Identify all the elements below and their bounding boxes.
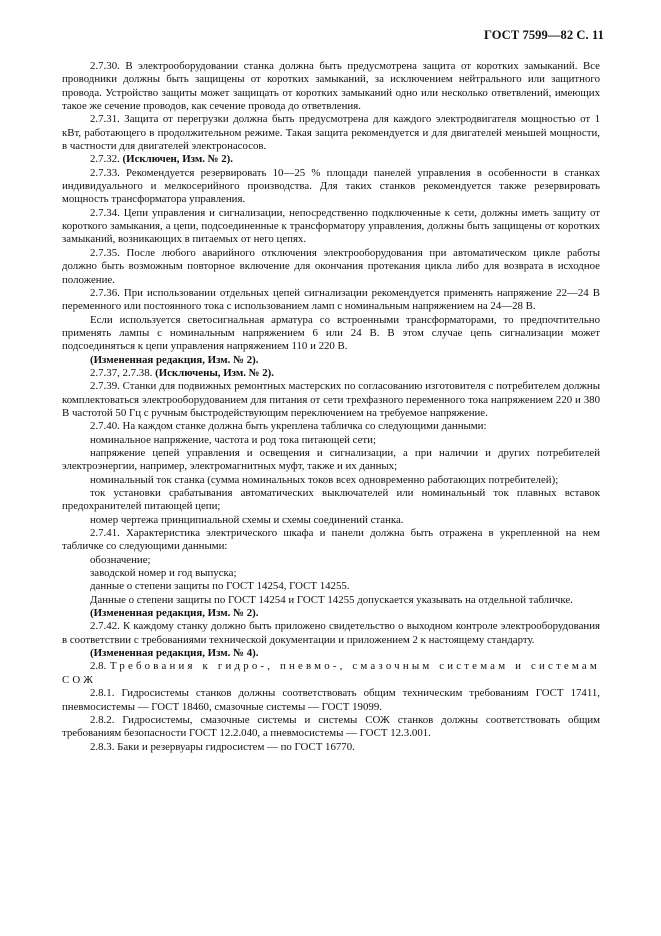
clause-2-7-41: 2.7.41. Характеристика электрического шкафа и панели должна быть отражена в укрепленной на нем табличке со следующими данными: [62, 527, 600, 553]
list-item: заводской номер и год выпуска; [90, 567, 237, 580]
list-item: напряжение цепей управления и освещения и сигнализации, а при наличии и других потребителей электроэнергии, например, электромагнитных муфт, также и их данных; [62, 446, 600, 473]
clause-number: 2.7.37, 2.7.38. [90, 366, 153, 379]
clause-2-7-40: 2.7.40. На каждом станке должна быть укреплена табличка со следующими данными: [90, 420, 487, 433]
amendment-note: (Измененная редакция, Изм. № 2). [90, 607, 259, 620]
list-item: данные о степени защиты по ГОСТ 14254, ГОСТ 14255. [90, 580, 350, 593]
clause-2-7-41-note: Данные о степени защиты по ГОСТ 14254 и ГОСТ 14255 допускается указывать на отдельной табличке. [90, 593, 573, 606]
amendment-note: (Измененная редакция, Изм. № 4). [90, 647, 259, 660]
amendment-note: (Исключен, Изм. № 2). [122, 153, 234, 166]
clause-number: 2.7.32. [90, 153, 120, 166]
clause-2-7-42: 2.7.42. К каждому станку должно быть приложено свидетельство о выходном контроле электрооборудования в соответствии с требованиями технической документации и приложением 2 к настоящему стандарту. [62, 620, 600, 646]
clause-2-7-35: 2.7.35. После любого аварийного отключения электрооборудования при автоматическом цикле работы должно быть возможным повторное включение для окончания протекания цикла либо для возврата в исходное положение. [62, 246, 600, 286]
clause-2-7-31: 2.7.31. Защита от перегрузки должна быть предусмотрена для каждого электродвигателя мощностью от 1 кВт, работающего в продолжительном режиме. Такая защита рекомендуется и для двигателей меньшей мощности, в частности для двигателей электронасосов. [62, 113, 600, 153]
page-header: ГОСТ 7599—82 С. 11 [483, 28, 604, 42]
list-item: номинальный ток станка (сумма номинальных токов всех одновременно работающих потребителей); [90, 473, 559, 486]
amendment-note: (Исключены, Изм. № 2). [155, 366, 275, 379]
clause-2-7-30: 2.7.30. В электрооборудовании станка должна быть предусмотрена защита от коротких замыканий. Все проводники должны быть защищены от коротких замыканий, за исключением нейтрального или защитного провода. Устройство защиты может защищать от коротких замыканий одно или несколько ответвлений, имеющих такое же сечение проводов, как сечение провода до ответвления. [62, 60, 600, 113]
section-title: Требования к гидро-, пневмо-, смазочным системам и системам СОЖ [62, 660, 600, 686]
section-2-8-heading [62, 660, 600, 687]
clause-2-7-39: 2.7.39. Станки для подвижных ремонтных мастерских по согласованию изготовителя с потребителем должны комплектоваться электрооборудованием для питания от сети трехфазного переменного тока напряжением 220 и 380 В частотой 50 Гц с ручным быстродействующим переключением на требуемое напряжение. [62, 380, 600, 419]
clause-2-8-2: 2.8.2. Гидросистемы, смазочные системы и системы СОЖ станков должны соответствовать общим требованиям безопасности ГОСТ 12.2.040, а пневмосистемы — ГОСТ 12.3.001. [62, 713, 600, 740]
clause-2-8-1: 2.8.1. Гидросистемы станков должны соответствовать общим техническим требованиям ГОСТ 17411, пневмосистемы — ГОСТ 18460, смазочные системы — ГОСТ 19099. [62, 687, 600, 713]
document-body [62, 60, 600, 754]
list-item: ток установки срабатывания автоматических выключателей или номинальный ток плавных вставок предохранителей питающей цепи; [62, 487, 600, 513]
clause-2-7-36-continued: Если используется светосигнальная арматура со встроенными трансформаторами, то предпочтительно применять лампы с номинальным напряжением 6 или 24 В. В этом случае цепь сигнализации может подсоединяться к цепи управления напряжением 110 и 220 В. [62, 313, 600, 353]
clause-2-7-36: 2.7.36. При использовании отдельных цепей сигнализации рекомендуется применять напряжение 22—24 В переменного или постоянного тока с использованием ламп с номинальным напряжением на 24—28 В. [62, 286, 600, 313]
list-item: номер чертежа принципиальной схемы и схемы соединений станка. [90, 513, 404, 526]
clause-2-7-33: 2.7.33. Рекомендуется резервировать 10—25 % площади панелей управления в особенности в станках индивидуального и мелкосерийного производства. Для таких станков рекомендуется также резервировать мощность трансформатора управления. [62, 166, 600, 206]
amendment-note: (Измененная редакция, Изм. № 2). [90, 353, 259, 366]
list-item: номинальное напряжение, частота и род тока питающей сети; [90, 433, 376, 446]
clause-2-7-32 [62, 153, 600, 166]
section-number: 2.8. [90, 660, 107, 673]
clause-2-8-3: 2.8.3. Баки и резервуары гидросистем — по ГОСТ 16770. [90, 740, 355, 753]
clause-2-7-34: 2.7.34. Цепи управления и сигнализации, непосредственно подключенные к сети, должны иметь защиту от короткого замыкания, а цепи, подсоединенные к трансформатору управления, должны быть защищены от коротких замыканий, возникающих в питаемых от него цепях. [62, 206, 600, 246]
clause-2-7-37-38 [62, 367, 600, 380]
list-item: обозначение; [90, 553, 151, 566]
